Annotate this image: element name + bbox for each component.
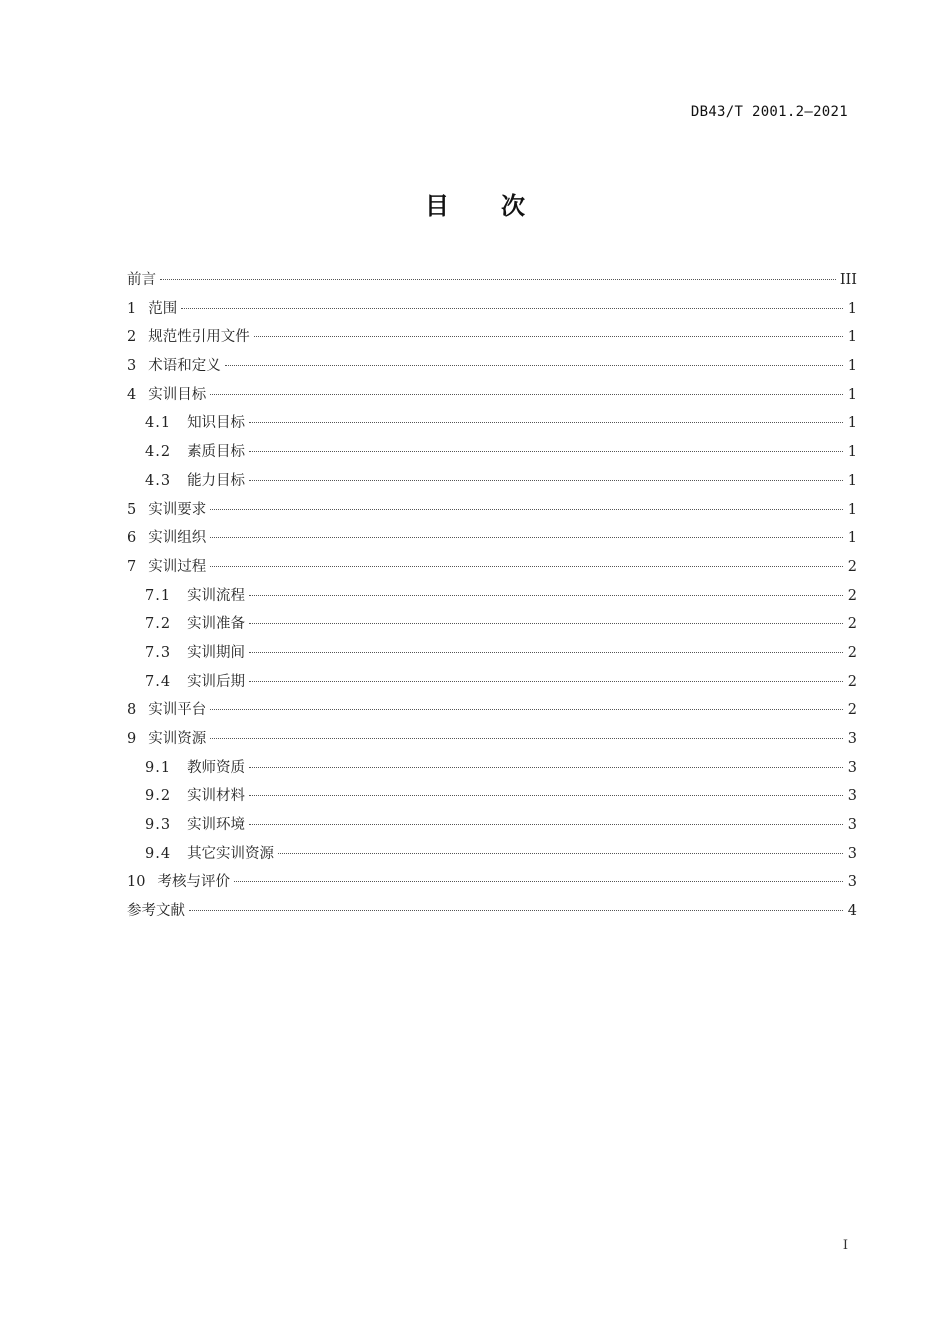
toc-entry-page: 2 [847, 702, 857, 719]
toc-entry-label: 实训要求 [148, 501, 207, 518]
table-of-contents [127, 266, 857, 926]
toc-entry[interactable] [127, 467, 857, 496]
toc-entry-label: 素质目标 [187, 444, 246, 461]
toc-entry[interactable] [127, 897, 857, 926]
toc-entry-page: 2 [847, 558, 857, 575]
toc-entry-page: 1 [847, 501, 857, 518]
toc-entry-label: 前言 [127, 272, 156, 288]
toc-entry-label: 实训目标 [148, 386, 207, 403]
toc-entry-page: III [839, 272, 857, 288]
toc-entry-label: 能力目标 [187, 472, 246, 489]
toc-dot-leader [249, 623, 843, 624]
toc-entry-label: 其它实训资源 [187, 845, 275, 862]
toc-entry-number: 7 [127, 558, 137, 575]
toc-entry-number: 7.4 [145, 673, 172, 690]
toc-dot-leader [249, 595, 843, 596]
toc-entry-label: 实训流程 [187, 587, 246, 604]
toc-entry-label: 规范性引用文件 [148, 329, 250, 346]
toc-entry-label: 实训组织 [148, 530, 207, 547]
toc-entry[interactable] [127, 610, 857, 639]
toc-dot-leader [278, 853, 843, 854]
toc-dot-leader [210, 566, 843, 567]
toc-entry[interactable] [127, 438, 857, 467]
toc-entry[interactable] [127, 582, 857, 611]
document-code: DB43/T 2001.2—2021 [690, 104, 848, 120]
toc-entry-label: 实训资源 [148, 731, 207, 747]
toc-entry[interactable] [127, 381, 857, 410]
toc-entry[interactable] [127, 782, 857, 811]
toc-dot-leader [189, 910, 843, 911]
toc-entry-label: 术语和定义 [148, 358, 221, 375]
toc-entry-number: 9.3 [145, 817, 172, 834]
toc-entry-page: 2 [847, 587, 857, 604]
toc-dot-leader [249, 681, 843, 682]
toc-entry[interactable] [127, 352, 857, 381]
toc-entry-number: 4.2 [145, 444, 172, 461]
toc-entry[interactable] [127, 696, 857, 725]
toc-entry-number: 3 [127, 358, 137, 375]
page-title: 目次 [425, 192, 577, 220]
toc-entry[interactable] [127, 754, 857, 783]
toc-entry-label: 实训平台 [148, 702, 207, 719]
toc-dot-leader [225, 365, 843, 366]
toc-dot-leader [249, 480, 843, 481]
toc-entry-page: 1 [847, 444, 857, 461]
toc-entry[interactable] [127, 323, 857, 352]
toc-entry[interactable] [127, 639, 857, 668]
toc-entry-page: 4 [847, 903, 857, 920]
toc-entry-page: 2 [847, 644, 857, 661]
toc-entry-page: 3 [847, 759, 857, 776]
toc-entry-page: 1 [847, 329, 857, 346]
toc-entry-page: 3 [847, 731, 857, 747]
toc-dot-leader [210, 509, 843, 510]
toc-entry-label: 实训环境 [187, 817, 246, 834]
toc-entry-number: 9 [127, 731, 137, 747]
toc-entry-page: 1 [847, 300, 857, 317]
toc-entry-label: 参考文献 [127, 903, 185, 920]
toc-entry-label: 范围 [148, 300, 178, 317]
footer-page-number: I [842, 1238, 848, 1253]
toc-entry-number: 1 [127, 300, 137, 317]
toc-entry[interactable] [127, 840, 857, 869]
toc-dot-leader [249, 451, 843, 452]
toc-entry-page: 2 [847, 673, 857, 690]
toc-entry-page: 3 [847, 788, 857, 805]
toc-dot-leader [210, 709, 843, 710]
toc-entry-label: 实训后期 [187, 673, 246, 690]
toc-entry-page: 1 [847, 530, 857, 547]
toc-entry-label: 实训材料 [187, 788, 246, 805]
toc-entry[interactable] [127, 811, 857, 840]
toc-entry-page: 3 [847, 874, 857, 891]
toc-entry[interactable] [127, 553, 857, 582]
toc-dot-leader [210, 537, 843, 538]
toc-dot-leader [254, 336, 843, 337]
toc-entry-number: 7.2 [145, 616, 172, 633]
toc-entry-page: 2 [847, 616, 857, 633]
toc-dot-leader [160, 279, 836, 280]
toc-dot-leader [249, 652, 843, 653]
toc-dot-leader [249, 422, 843, 423]
toc-entry[interactable] [127, 868, 857, 897]
toc-entry-label: 考核与评价 [157, 874, 230, 891]
toc-entry-number: 9.2 [145, 788, 172, 805]
toc-entry[interactable] [127, 409, 857, 438]
toc-dot-leader [234, 881, 843, 882]
toc-entry-number: 9.1 [145, 759, 172, 776]
toc-entry-number: 2 [127, 329, 137, 346]
toc-entry-label: 教师资质 [187, 759, 246, 776]
toc-entry[interactable] [127, 266, 857, 295]
toc-dot-leader [210, 738, 843, 739]
toc-entry-page: 3 [847, 817, 857, 834]
toc-entry-number: 10 [127, 874, 146, 891]
toc-entry-page: 1 [847, 472, 857, 489]
toc-entry-number: 7.1 [145, 587, 172, 604]
toc-entry-number: 6 [127, 530, 137, 547]
toc-entry-page: 1 [847, 358, 857, 375]
toc-entry[interactable] [127, 668, 857, 697]
toc-entry-number: 5 [127, 501, 137, 518]
toc-entry-number: 4 [127, 386, 137, 403]
toc-entry-page: 1 [847, 386, 857, 403]
toc-entry[interactable] [127, 725, 857, 754]
toc-entry[interactable] [127, 295, 857, 324]
toc-entry-number: 4.1 [145, 415, 172, 432]
toc-entry[interactable] [127, 496, 857, 525]
toc-entry[interactable] [127, 524, 857, 553]
toc-entry-label: 知识目标 [187, 415, 246, 432]
toc-entry-page: 1 [847, 415, 857, 432]
toc-entry-label: 实训准备 [187, 616, 246, 633]
toc-dot-leader [181, 308, 843, 309]
toc-entry-number: 7.3 [145, 644, 172, 661]
toc-entry-number: 9.4 [145, 845, 172, 862]
toc-dot-leader [249, 767, 843, 768]
toc-entry-number: 4.3 [145, 472, 172, 489]
toc-entry-page: 3 [847, 845, 857, 862]
toc-entry-label: 实训过程 [148, 558, 207, 575]
toc-dot-leader [249, 795, 843, 796]
toc-entry-number: 8 [127, 702, 137, 719]
toc-entry-label: 实训期间 [187, 644, 246, 661]
toc-dot-leader [249, 824, 843, 825]
toc-dot-leader [210, 394, 843, 395]
